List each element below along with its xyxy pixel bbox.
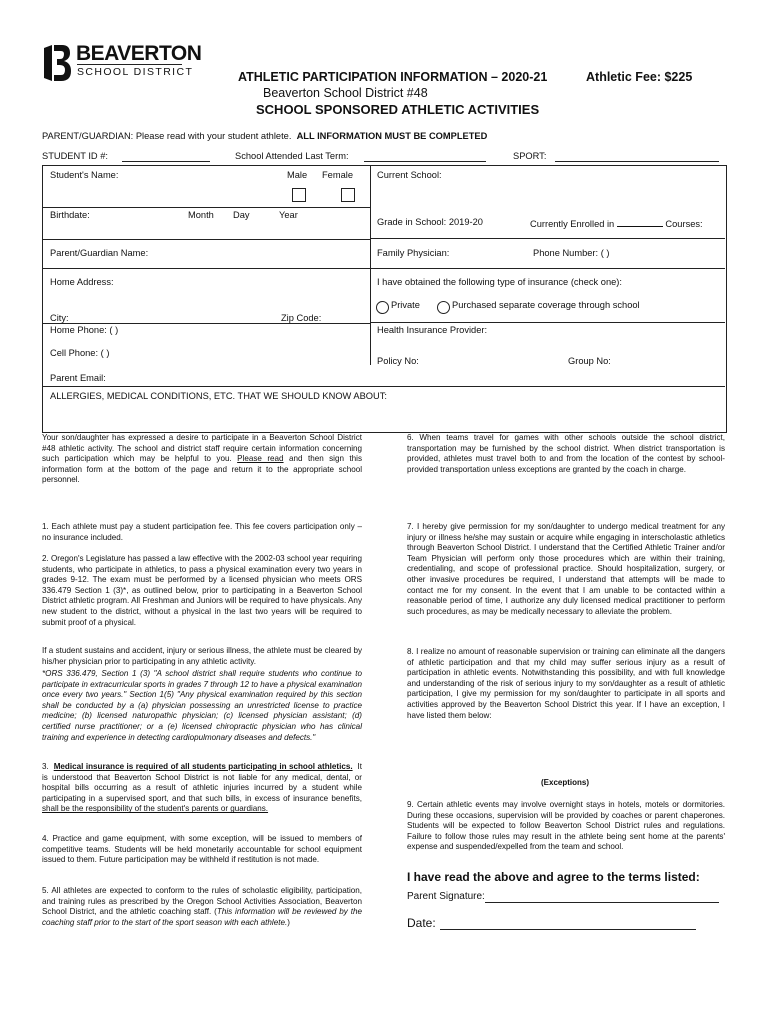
grade-label: Grade in School: 2019-20 xyxy=(377,217,483,227)
district-name: Beaverton School District #48 xyxy=(263,86,428,100)
intro-paragraph: Your son/daughter has expressed a desire to participate in a Beaverton School District #48 athletic activity. The school and district staff require certain information concerning such participation which may be helpful to you. Please read and then sign this information form at the bottom of the page and return it to the appropriate school personnel. xyxy=(42,433,363,485)
row-divider xyxy=(42,268,725,269)
private-insurance-radio[interactable] xyxy=(376,301,389,314)
male-checkbox[interactable] xyxy=(292,188,306,202)
form-center-divider xyxy=(370,165,371,365)
school-last-term-label: School Attended Last Term: xyxy=(235,151,349,161)
logo-name: BEAVERTON xyxy=(76,42,202,65)
school-last-term-input[interactable] xyxy=(364,161,486,162)
parent-signature-input[interactable] xyxy=(485,902,719,903)
form-title: ATHLETIC PARTICIPATION INFORMATION – 2020-21 xyxy=(238,70,548,84)
date-input[interactable] xyxy=(440,929,696,930)
date-label: Date: xyxy=(407,916,436,930)
logo-rule xyxy=(77,64,182,65)
cell-phone-label: Cell Phone: ( ) xyxy=(50,348,110,358)
birthdate-label: Birthdate: xyxy=(50,210,90,220)
group-label: Group No: xyxy=(568,356,611,366)
month-label: Month xyxy=(188,210,214,220)
ors-note: *ORS 336.479, Section 1 (3) "A school district shall require students who continue to participate in extracurricular sports in grades 7 through 12 to have a physical examination once every two years." Section 1(5) "Any physical examination required by this section shall be conducted by a (a) physician possessing an unrestricted license to practice medicine; (b) licensed naturopathic physician; (c) licensed physician assistant; (d) certified nurse practitioner; or a (e) licensed chiropractic physician who has clinical training and experience in detecting cardiopulmonary diseases and defects." xyxy=(42,669,362,742)
purchased-label: Purchased separate coverage through school xyxy=(452,300,640,310)
female-checkbox[interactable] xyxy=(341,188,355,202)
enrolled-label: Currently Enrolled in Courses: xyxy=(530,219,703,229)
rule-2-injury: If a student sustains and accident, injury or serious illness, the athlete must be cleared by his/her physician prior to participating in any athletic activity. xyxy=(42,646,362,666)
rule-9: 9. Certain athletic events may involve overnight stays in hotels, motels or dormitories. During these occasions, supervision will be provided by coaches or parent chaperones. Students will be expected to follow Beaverton School District rules and regulations. Failure to follow those rules may result in the athlete being sent home at the parents' expense and suspended/expelled from the team and school. xyxy=(407,800,725,852)
rule-6: 6. When teams travel for games with other schools outside the school district, transportation may be furnished by the school district. When district transportation is provided, athletes must travel both to and from the location of the contest by school-provided transportation unless exceptions are granted by the coach in charge. xyxy=(407,433,725,474)
rule-8: 8. I realize no amount of reasonable supervision or training can eliminate all the dangers of athletic participation and that my child may suffer serious injury as a result of participation in athletic events. Notwithstanding this possibility, and with full knowledge and understanding of the risk of serious injury to my son/daughter as a result of athletic participation, I give my permission for my son/daughter to participate in all sports and activities approved by the Beaverton School District this year. If I have an exception, I have listed them below: xyxy=(407,647,725,720)
zip-label: Zip Code: xyxy=(281,313,322,323)
current-school-label: Current School: xyxy=(377,170,442,180)
students-name-label: Student's Name: xyxy=(50,170,119,180)
row-divider xyxy=(42,207,370,208)
year-label: Year xyxy=(279,210,298,220)
physician-phone-label: Phone Number: ( ) xyxy=(533,248,610,258)
rule-2: 2. Oregon's Legislature has passed a law effective with the 2002-03 school year requiring students, who participate in athletics, to pass a physical examination every two years in grades 9-12. The exam must be performed by a licensed physician who meets ORS 336.479 Section 1 (3)*, as outlined below, prior to participating in a Beaverton School District athletic program. All Freshman and Juniors will be required to have physicals. Any new student to the district, without a physical in the last two years will be required to submit proof of a physical. xyxy=(42,554,362,627)
rule-4: 4. Practice and game equipment, with some exception, will be issued to members of competitive teams. Students will be held monetarily accountable for school equipment issued to them. Future participation may be withheld if restitution is not made. xyxy=(42,834,362,865)
parent-signature-label: Parent Signature: xyxy=(407,891,485,902)
exceptions-label: (Exceptions) xyxy=(541,778,590,787)
section-heading: SCHOOL SPONSORED ATHLETIC ACTIVITIES xyxy=(256,102,540,117)
row-divider xyxy=(370,322,725,323)
insurance-question: I have obtained the following type of insurance (check one): xyxy=(377,277,622,287)
parent-name-label: Parent/Guardian Name: xyxy=(50,248,149,258)
row-divider xyxy=(42,239,370,240)
insurance-provider-label: Health Insurance Provider: xyxy=(377,325,488,335)
allergies-label: ALLERGIES, MEDICAL CONDITIONS, ETC. THAT WE SHOULD KNOW ABOUT: xyxy=(50,391,387,401)
parent-email-label: Parent Email: xyxy=(50,373,106,383)
rule-3: 3. Medical insurance is required of all students participating in school athletics. It is understood that Beaverton School District is not liable for any medical, dental, or hospital bills occurring as a result of athletic injuries incurred by a student while participating in a supervised sport, and that such bills, in excess of insurance benefits, shall be the responsibility of the student's parents or guardians. xyxy=(42,762,363,814)
student-id-input[interactable] xyxy=(122,161,210,162)
sport-label: SPORT: xyxy=(513,151,547,161)
rule-5: 5. All athletes are expected to conform to the rules of scholastic eligibility, participation, and training rules as prescribed by the Oregon School Activities Association, Beaverton School District, and the athletic coaching staff. (This information will be reviewed by the coaching staff prior to the start of the sport season with each athlete.) xyxy=(42,886,362,927)
male-label: Male xyxy=(287,170,308,180)
home-address-label: Home Address: xyxy=(50,277,114,287)
sport-input[interactable] xyxy=(555,161,719,162)
row-divider xyxy=(42,323,370,324)
athletic-fee: Athletic Fee: $225 xyxy=(586,70,693,84)
physician-label: Family Physician: xyxy=(377,248,450,258)
enrolled-input[interactable] xyxy=(617,217,663,227)
day-label: Day xyxy=(233,210,250,220)
agreement-statement: I have read the above and agree to the terms listed: xyxy=(407,870,700,884)
row-divider xyxy=(370,238,725,239)
logo-subtitle: SCHOOL DISTRICT xyxy=(77,66,194,78)
home-phone-label: Home Phone: ( ) xyxy=(50,325,119,335)
city-label: City: xyxy=(50,313,69,323)
intro-line: PARENT/GUARDIAN: Please read with your student athlete. ALL INFORMATION MUST BE COMPLETED xyxy=(42,131,488,141)
private-label: Private xyxy=(391,300,420,310)
rule-7: 7. I hereby give permission for my son/daughter to undergo medical treatment for any injury or illness he/she may sustain or acquire while engaging in interscholastic athletics through Beaverton School District. I understand that the Certified Athletic Trainer and/or Team Physician will perform only those procedures which are within their training, credentialing, and scope of professional practice. Should hospitalization, surgery, or other invasive procedures be required, I understand that attempts will be made to contact me for my consent. In the event that I am unable to be contacted within a reasonable period of time, I authorize any duly licensed medical practitioner to perform such procedures, as may be medically necessary to alleviate the problem. xyxy=(407,522,725,616)
female-label: Female xyxy=(322,170,354,180)
district-logo-icon xyxy=(42,44,72,82)
student-id-label: STUDENT ID #: xyxy=(42,151,108,161)
school-insurance-radio[interactable] xyxy=(437,301,450,314)
policy-label: Policy No: xyxy=(377,356,419,366)
rule-1: 1. Each athlete must pay a student participation fee. This fee covers participation only – no insurance included. xyxy=(42,522,362,542)
row-divider xyxy=(42,386,725,387)
